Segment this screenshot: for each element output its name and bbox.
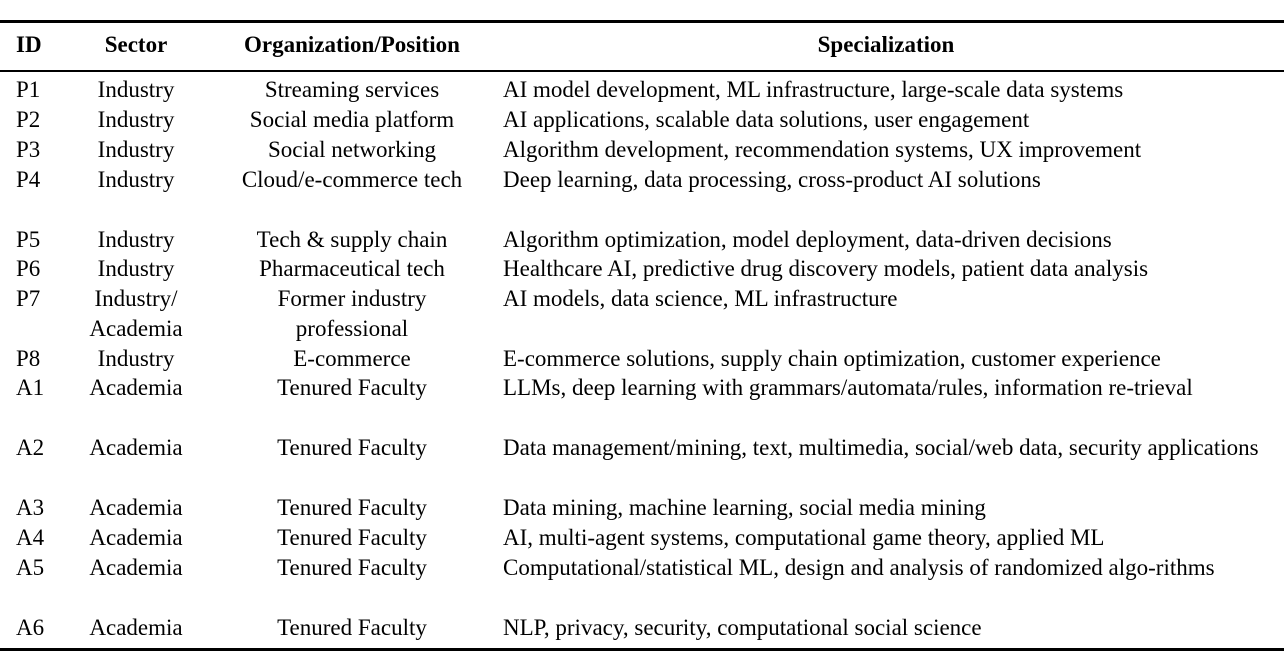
cell-sector: Academia (89, 375, 183, 400)
cell-sector: Academia (89, 435, 183, 460)
cell-id: P8 (16, 346, 41, 371)
cell-organization: Tenured Faculty (277, 525, 427, 550)
cell-sector: Industry (97, 137, 175, 162)
cell-id: P7 (16, 286, 41, 311)
header-sector: Sector (104, 32, 168, 57)
cell-sector: Industry (97, 346, 175, 371)
cell-id: P4 (16, 167, 41, 192)
cell-specialization: AI, multi-agent systems, computational game theory, applied ML (503, 525, 1105, 550)
cell-organization: Tenured Faculty (277, 555, 427, 580)
cell-id: P2 (16, 107, 41, 132)
cell-specialization: LLMs, deep learning with grammars/automata/rules, information re-trieval (503, 375, 1193, 400)
cell-sector: Industry (97, 256, 175, 281)
cell-id: A5 (16, 555, 45, 580)
cell-organization: Tenured Faculty (277, 615, 427, 640)
cell-sector: Academia (89, 555, 183, 580)
cell-specialization: Algorithm development, recommendation systems, UX improvement (503, 137, 1142, 162)
cell-id: A1 (16, 375, 45, 400)
cell-organization: Social networking (268, 137, 436, 162)
cell-id: P1 (16, 77, 41, 102)
cell-organization: Social media platform (249, 107, 455, 132)
cell-sector: Industry (97, 107, 175, 132)
header-organization: Organization/Position (244, 32, 460, 57)
cell-organization: Tech & supply chain (256, 227, 448, 252)
cell-organization: Tenured Faculty (277, 375, 427, 400)
cell-id: A3 (16, 495, 45, 520)
cell-specialization: NLP, privacy, security, computational social science (503, 615, 982, 640)
cell-sector: Industry/ Academia (89, 286, 183, 341)
cell-id: A4 (16, 525, 45, 550)
header-specialization: Specialization (817, 32, 955, 57)
cell-specialization: Data management/mining, text, multimedia, social/web data, security applications (503, 435, 1259, 460)
cell-sector: Industry (97, 227, 175, 252)
cell-specialization: Algorithm optimization, model deployment, data-driven decisions (503, 227, 1112, 252)
cell-specialization: Deep learning, data processing, cross-product AI solutions (503, 167, 1041, 192)
cell-specialization: AI applications, scalable data solutions, user engagement (503, 107, 1030, 132)
cell-sector: Industry (97, 167, 175, 192)
cell-id: A6 (16, 615, 45, 640)
cell-specialization: Data mining, machine learning, social media mining (503, 495, 986, 520)
table-top-rule (0, 20, 1284, 23)
cell-sector: Academia (89, 525, 183, 550)
cell-specialization: E-commerce solutions, supply chain optimization, customer experience (503, 346, 1161, 371)
table-header-rule (0, 70, 1284, 72)
cell-id: P6 (16, 256, 41, 281)
cell-sector: Academia (89, 495, 183, 520)
table-bottom-rule (0, 648, 1284, 651)
cell-specialization: AI model development, ML infrastructure, large-scale data systems (503, 77, 1124, 102)
cell-organization: Tenured Faculty (277, 435, 427, 460)
header-id: ID (16, 32, 42, 57)
cell-sector: Industry (97, 77, 175, 102)
cell-id: P3 (16, 137, 41, 162)
cell-specialization: AI models, data science, ML infrastructure (503, 286, 898, 311)
cell-sector: Academia (89, 615, 183, 640)
cell-organization: Former industry professional (277, 286, 427, 341)
cell-organization: Streaming services (264, 77, 440, 102)
cell-id: P5 (16, 227, 41, 252)
cell-organization: E-commerce (293, 346, 411, 371)
cell-specialization: Computational/statistical ML, design and analysis of randomized algo-rithms (503, 555, 1215, 580)
cell-specialization: Healthcare AI, predictive drug discovery models, patient data analysis (503, 256, 1149, 281)
cell-organization: Cloud/e-commerce tech (241, 167, 463, 192)
cell-organization: Tenured Faculty (277, 495, 427, 520)
cell-id: A2 (16, 435, 45, 460)
cell-organization: Pharmaceutical tech (259, 256, 445, 281)
